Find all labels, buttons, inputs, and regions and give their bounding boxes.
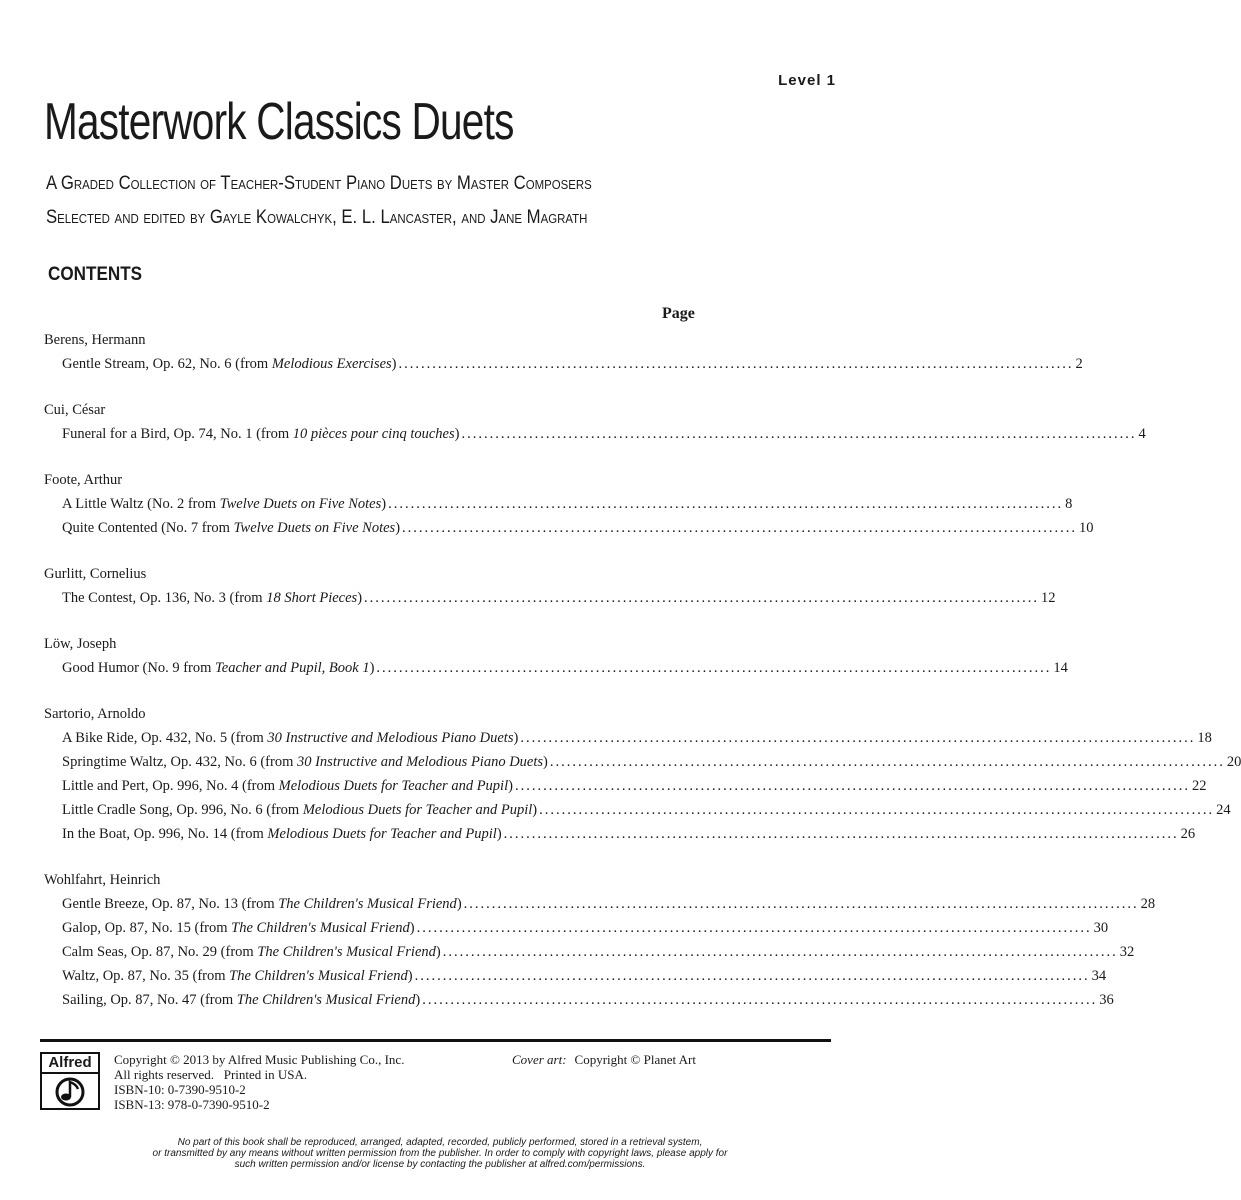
legal-line: or transmitted by any means without written permission from the publisher. In order to comply with copyright laws, please apply for: [152, 1148, 728, 1159]
closing-paren: ): [369, 660, 375, 676]
piece-title: [62, 726, 518, 750]
piece-title: [62, 964, 413, 988]
legal-notice: [100, 1137, 780, 1170]
page-number: 8: [1065, 496, 1073, 512]
composer-name: Löw, Joseph: [44, 636, 117, 652]
dot-leader: ........................................................................................................................: [442, 944, 1118, 960]
dot-leader: ........................................................................................................................: [416, 920, 1092, 936]
piece-name: The Contest, Op. 136, No. 3 (from: [62, 590, 267, 606]
level-label: Level 1: [778, 72, 836, 89]
piece-name: A Bike Ride, Op. 432, No. 5 (from: [62, 730, 268, 746]
page-number: 20: [1226, 754, 1241, 770]
rights-line: All rights reserved. Printed in USA.: [114, 1067, 308, 1082]
toc-entry: [44, 422, 1146, 446]
page-column-heading: Page: [662, 305, 695, 322]
page-number: 22: [1191, 778, 1207, 794]
subtitle-line-1: A Graded Collection of Teacher-Student Piano Duets by Master Composers: [46, 173, 592, 194]
collection-title: Twelve Duets on Five Notes: [219, 496, 382, 512]
page-number: 4: [1138, 426, 1146, 442]
composer-name: Gurlitt, Cornelius: [44, 566, 147, 582]
toc-entry: [44, 586, 1056, 610]
collection-title: 10 pièces pour cinq touches: [292, 426, 455, 442]
page-number: 14: [1053, 660, 1068, 676]
toc-entry: [44, 964, 1107, 988]
collection-title: Twelve Duets on Five Notes: [233, 520, 396, 536]
group-spacer: [44, 376, 696, 398]
piece-title: [62, 586, 362, 610]
page-number: 24: [1216, 802, 1231, 818]
piece-name: Waltz, Op. 87, No. 35 (from: [62, 968, 230, 984]
dot-leader: ........................................................................................................................: [364, 590, 1040, 606]
toc-entry: [44, 726, 1212, 750]
page-number: 18: [1197, 730, 1212, 746]
cover-credit: [512, 1052, 696, 1067]
piece-title: [62, 750, 548, 774]
group-spacer: [44, 680, 696, 702]
isbn10-line: ISBN-10: 0-7390-9510-2: [114, 1082, 246, 1097]
toc-entry: [44, 656, 1068, 680]
page-number: 12: [1041, 590, 1056, 606]
closing-paren: ): [395, 520, 401, 536]
toc-entry: [44, 492, 1073, 516]
group-spacer: [44, 610, 696, 632]
table-of-contents: [44, 328, 1241, 1012]
piece-title: [62, 656, 374, 680]
piece-name: Calm Seas, Op. 87, No. 29 (from: [62, 944, 258, 960]
piece-name: Springtime Waltz, Op. 432, No. 6 (from: [62, 754, 297, 770]
dot-leader: ........................................................................................................................: [503, 826, 1179, 842]
composer-name: Sartorio, Arnoldo: [44, 706, 146, 722]
composer-name: Wohlfahrt, Heinrich: [44, 872, 161, 888]
piece-name: Quite Contented (No. 7 from: [62, 520, 234, 536]
piece-name: Gentle Breeze, Op. 87, No. 13 (from: [62, 896, 279, 912]
closing-paren: ): [409, 920, 415, 936]
piece-name: In the Boat, Op. 996, No. 14 (from: [62, 826, 268, 842]
piece-name: Galop, Op. 87, No. 15 (from: [62, 920, 232, 936]
piece-title: [62, 822, 502, 846]
piece-title: [62, 916, 415, 940]
collection-title: Melodious Duets for Teacher and Pupil: [278, 778, 509, 794]
piece-title: [62, 492, 386, 516]
collection-title: The Children's Musical Friend: [231, 920, 410, 936]
page-number: 36: [1099, 992, 1114, 1008]
page-number: 2: [1075, 356, 1083, 372]
collection-title: Melodious Exercises: [271, 356, 392, 372]
closing-paren: ): [435, 944, 441, 960]
dot-leader: ........................................................................................................................: [388, 496, 1064, 512]
piece-name: Sailing, Op. 87, No. 47 (from: [62, 992, 237, 1008]
collection-title: Melodious Duets for Teacher and Pupil: [267, 826, 497, 842]
composer-name: Cui, César: [44, 402, 106, 418]
page-number: 32: [1119, 944, 1135, 960]
toc-entry: [44, 798, 1231, 822]
piece-title: [62, 774, 513, 798]
logo-wordmark: Alfred: [42, 1054, 98, 1074]
toc-entry: [44, 822, 1196, 846]
piece-title: [62, 352, 397, 376]
toc-entry: [44, 988, 1114, 1012]
collection-title: 30 Instructive and Melodious Piano Duets: [296, 754, 544, 770]
piece-name: Funeral for a Bird, Op. 74, No. 1 (from: [62, 426, 293, 442]
cover-credit-text: Copyright © Planet Art: [574, 1052, 696, 1067]
subtitle-line-2: Selected and edited by Gayle Kowalchyk, E. L. Lancaster, and Jane Magrath: [46, 207, 588, 228]
piece-name: A Little Waltz (No. 2 from: [62, 496, 220, 512]
piece-name: Little and Pert, Op. 996, No. 4 (from: [62, 778, 279, 794]
toc-entry: [44, 352, 1083, 376]
toc-entry: [44, 940, 1135, 964]
dot-leader: ........................................................................................................................: [376, 660, 1052, 676]
piece-title: [62, 798, 537, 822]
page-number: 10: [1079, 520, 1094, 536]
legal-line: such written permission and/or license by contacting the publisher at alfred.com/permissions.: [234, 1159, 646, 1170]
dot-leader: ........................................................................................................................: [398, 356, 1074, 372]
piece-name: Gentle Stream, Op. 62, No. 6 (from: [62, 356, 272, 372]
copyright-line: Copyright © 2013 by Alfred Music Publishing Co., Inc.: [114, 1052, 405, 1067]
dot-leader: ........................................................................................................................: [463, 896, 1139, 912]
composer-name: Foote, Arthur: [44, 472, 123, 488]
page-number: 30: [1093, 920, 1109, 936]
dot-leader: ........................................................................................................................: [461, 426, 1137, 442]
dot-leader: ........................................................................................................................: [414, 968, 1090, 984]
collection-title: The Children's Musical Friend: [229, 968, 408, 984]
collection-title: 30 Instructive and Melodious Piano Duets: [267, 730, 514, 746]
closing-paren: ): [513, 730, 519, 746]
legal-line: No part of this book shall be reproduced, arranged, adapted, recorded, publicly performed, stored in a retrieval system,: [177, 1137, 703, 1148]
page-number: 26: [1180, 826, 1196, 842]
piece-title: [62, 940, 441, 964]
closing-paren: ): [543, 754, 548, 770]
dot-leader: ........................................................................................................................: [549, 754, 1225, 770]
closing-paren: ): [391, 356, 397, 372]
collection-title: Teacher and Pupil, Book 1: [215, 660, 370, 676]
composer-name: Berens, Hermann: [44, 332, 146, 348]
closing-paren: ): [415, 992, 421, 1008]
dot-leader: ........................................................................................................................: [520, 730, 1196, 746]
group-spacer: [44, 846, 696, 868]
closing-paren: ): [456, 896, 462, 912]
cover-credit-label: Cover art:: [512, 1052, 567, 1067]
piece-title: [62, 892, 462, 916]
contents-heading: CONTENTS: [48, 264, 143, 285]
closing-paren: ): [496, 826, 502, 842]
dot-leader: ........................................................................................................................: [539, 802, 1215, 818]
toc-entry: [44, 750, 1241, 774]
music-note-icon: [52, 1076, 88, 1108]
publisher-logo: [40, 1052, 100, 1110]
closing-paren: ): [532, 802, 538, 818]
closing-paren: ): [407, 968, 413, 984]
group-spacer: [44, 446, 696, 468]
closing-paren: ): [357, 590, 363, 606]
toc-entry: [44, 516, 1094, 540]
collection-title: The Children's Musical Friend: [257, 944, 436, 960]
dot-leader: ........................................................................................................................: [422, 992, 1098, 1008]
piece-title: [62, 422, 459, 446]
toc-entry: [44, 892, 1156, 916]
closing-paren: ): [381, 496, 387, 512]
divider-rule: [40, 1039, 831, 1042]
collection-title: 18 Short Pieces: [266, 590, 358, 606]
toc-entry: [44, 774, 1207, 798]
page-title: Masterwork Classics Duets: [44, 93, 514, 151]
piece-name: Little Cradle Song, Op. 996, No. 6 (from: [62, 802, 303, 818]
closing-paren: ): [508, 778, 513, 794]
piece-title: [62, 516, 400, 540]
isbn13-line: ISBN-13: 978-0-7390-9510-2: [114, 1097, 270, 1112]
group-spacer: [44, 540, 696, 562]
dot-leader: ........................................................................................................................: [402, 520, 1078, 536]
collection-title: Melodious Duets for Teacher and Pupil: [302, 802, 533, 818]
closing-paren: ): [454, 426, 460, 442]
page-number: 34: [1091, 968, 1107, 984]
page-number: 28: [1140, 896, 1156, 912]
piece-name: Good Humor (No. 9 from: [62, 660, 216, 676]
collection-title: The Children's Musical Friend: [236, 992, 416, 1008]
collection-title: The Children's Musical Friend: [278, 896, 457, 912]
piece-title: [62, 988, 420, 1012]
dot-leader: ........................................................................................................................: [514, 778, 1190, 794]
toc-entry: [44, 916, 1109, 940]
copyright-block: [114, 1052, 404, 1112]
